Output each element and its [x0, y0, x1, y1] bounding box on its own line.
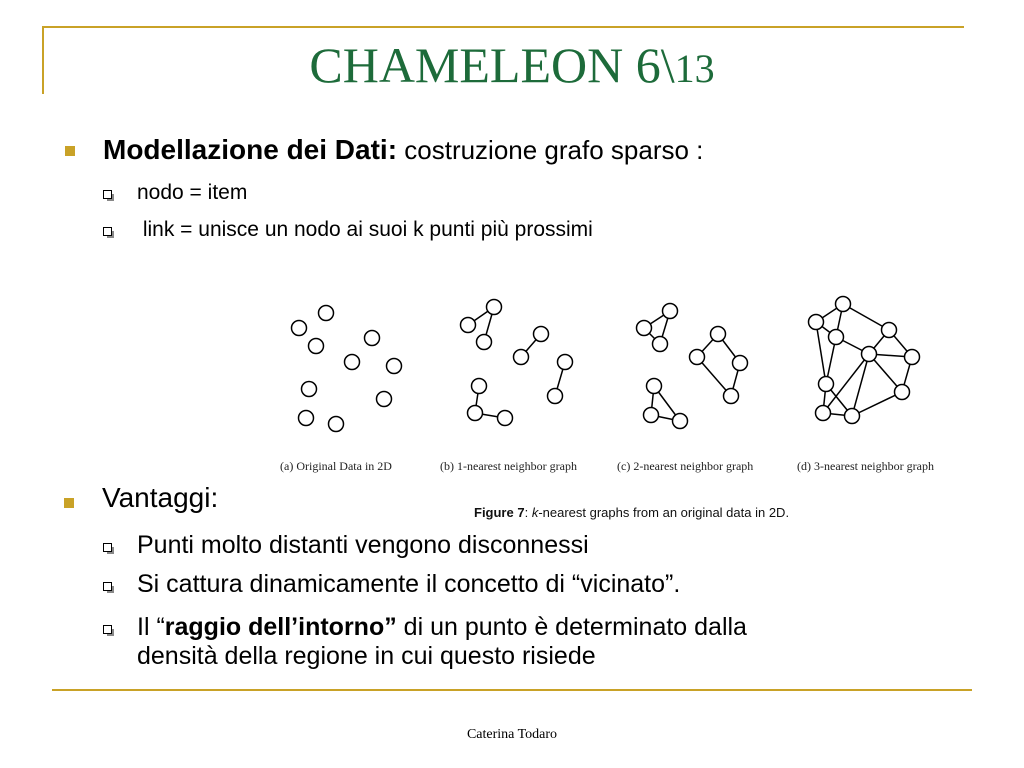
graph-b-node	[477, 335, 492, 350]
graph-b-node	[468, 406, 483, 421]
title-number: 13	[674, 46, 715, 91]
figure-text: -nearest graphs from an original data in 2D.	[538, 505, 790, 520]
graph-b-node	[548, 389, 563, 404]
graph-d-node	[816, 406, 831, 421]
hollow-square-bullet-icon	[103, 543, 112, 552]
graph-c-node	[733, 356, 748, 371]
graph-d-node	[819, 377, 834, 392]
graph-b-node	[461, 318, 476, 333]
sub-bullet-raggio	[137, 613, 747, 671]
bullet-vantaggi	[102, 483, 218, 514]
graph-a-node	[299, 411, 314, 426]
graph-a-node	[365, 331, 380, 346]
figure-label: Figure 7	[474, 505, 525, 520]
graph-c-node	[653, 337, 668, 352]
graph-b-node	[472, 379, 487, 394]
bullet-bold-text: Modellazione dei Dati:	[103, 134, 398, 165]
hollow-square-bullet-icon	[103, 625, 112, 634]
footer-author: Caterina Todaro	[466, 727, 558, 742]
graph-d-node	[895, 385, 910, 400]
hollow-square-bullet-icon	[103, 227, 112, 236]
bullet-text: Vantaggi:	[102, 482, 219, 513]
caption-a: (a) Original Data in 2D	[280, 459, 392, 473]
graph-a-node	[319, 306, 334, 321]
graph-a-node	[302, 382, 317, 397]
figure-k: k	[531, 505, 539, 520]
graph-c-node	[647, 379, 662, 394]
figure-sep: :	[524, 505, 532, 520]
graph-b-node	[487, 300, 502, 315]
graph-a-node	[387, 359, 402, 374]
bullet-modellazione	[103, 135, 703, 166]
graph-c-node	[637, 321, 652, 336]
graph-c-node	[673, 414, 688, 429]
graph-d-edge	[816, 322, 826, 384]
graph-d-edge	[852, 354, 869, 416]
slide-title	[0, 37, 1024, 93]
graph-c-node	[724, 389, 739, 404]
knn-graphs-figure	[270, 290, 960, 450]
graph-c-node	[644, 408, 659, 423]
graph-a-node	[329, 417, 344, 432]
figure-caption	[474, 505, 789, 520]
sub-bullet-text: Si cattura dinamicamente il concetto di “vicinato”.	[137, 570, 681, 598]
caption-b: (b) 1-nearest neighbor graph	[440, 459, 577, 473]
frame-bottom-line	[52, 689, 972, 691]
sub-bullet-text: Punti molto distanti vengono disconnessi	[137, 531, 589, 559]
caption-c: (c) 2-nearest neighbor graph	[617, 459, 754, 473]
graph-a-node	[345, 355, 360, 370]
sub-bullet-text-line2: densità della regione in cui questo risiede	[137, 641, 596, 670]
sub-bullet-text: nodo = item	[137, 181, 248, 204]
graph-b-node	[534, 327, 549, 342]
frame-top-line	[42, 26, 964, 28]
graph-d-node	[845, 409, 860, 424]
graph-a-node	[292, 321, 307, 336]
graph-d-node	[862, 347, 877, 362]
sub-bullet-link	[137, 218, 593, 242]
graph-d-node	[829, 330, 844, 345]
title-main: CHAMELEON 6\	[309, 37, 675, 93]
hollow-square-bullet-icon	[103, 190, 112, 199]
sub-bullet-bold-text: raggio dell’intorno”	[164, 613, 397, 641]
graph-a-node	[377, 392, 392, 407]
bullet-text: costruzione grafo sparso :	[397, 135, 704, 165]
sub-bullet-punti	[137, 531, 589, 560]
graph-b-node	[558, 355, 573, 370]
graph-b-node	[514, 350, 529, 365]
caption-d: (d) 3-nearest neighbor graph	[797, 459, 934, 473]
sub-bullet-vicinato	[137, 570, 680, 599]
sub-bullet-text: Il “	[137, 613, 165, 641]
sub-bullet-nodo	[137, 181, 247, 205]
graph-c-node	[711, 327, 726, 342]
graph-d-node	[905, 350, 920, 365]
graph-d-node	[882, 323, 897, 338]
square-bullet-icon	[65, 146, 75, 156]
graph-c-node	[663, 304, 678, 319]
square-bullet-icon	[64, 498, 74, 508]
graph-d-node	[809, 315, 824, 330]
graph-a-node	[309, 339, 324, 354]
sub-bullet-text: link = unisce un nodo ai suoi k punti più prossimi	[137, 218, 593, 241]
hollow-square-bullet-icon	[103, 582, 112, 591]
graph-b-node	[498, 411, 513, 426]
graph-c-node	[690, 350, 705, 365]
graph-d-edge	[852, 392, 902, 416]
graph-d-node	[836, 297, 851, 312]
sub-bullet-text-cont: di un punto è determinato dalla	[396, 613, 747, 641]
